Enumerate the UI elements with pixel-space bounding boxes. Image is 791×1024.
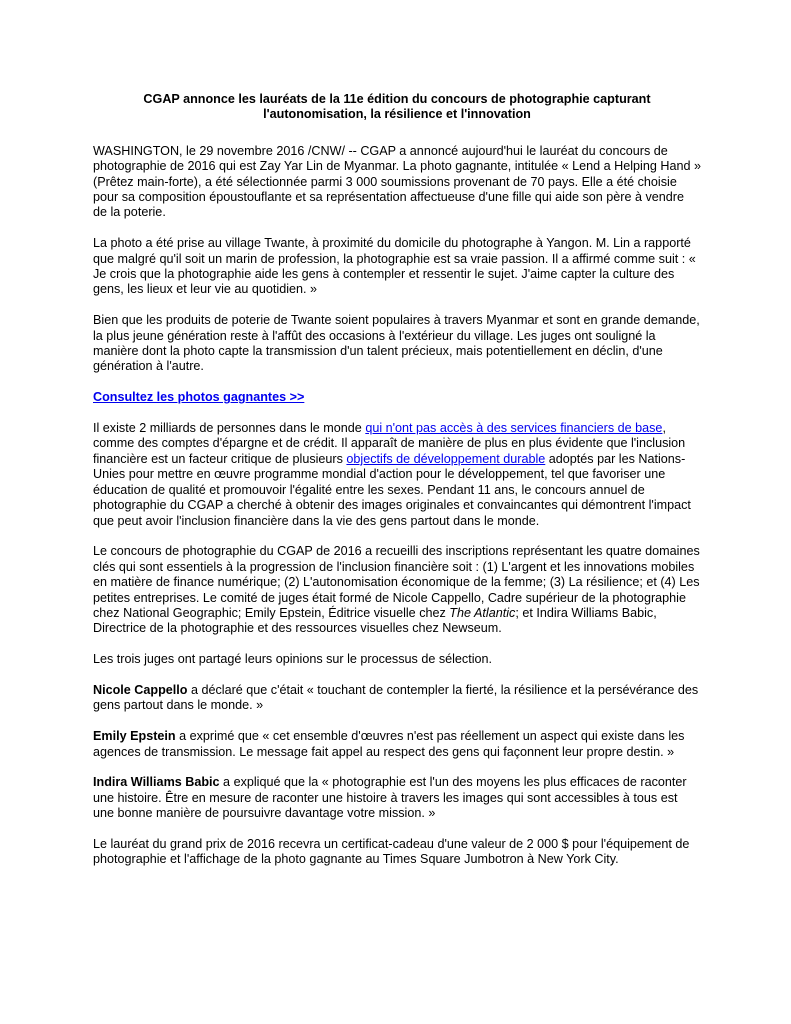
- p4-text-b: , comme des comptes d'épargne et de crédit. Il apparaît de manière de plus en plus évidente que l'inclusion financière est un facteur critique de plusieurs: [93, 421, 686, 466]
- p5-text-a: Le concours de photographie du CGAP de 2016 a recueilli des inscriptions représentant les quatre domaines clés qui sont essentiels à la progression de l'inclusion financière soit : (1) L'argent et les innovations mobiles en matière de finance numérique; (2) L'autonomisation économique de la femme; (3) La résilience; et (4) Les petites entreprises. Le comité de juges était formé de Nicole Cappello, Cadre supérieur de la photographie chez National Geographic; Emily Epstein, Éditrice visuelle chez: [93, 544, 700, 620]
- quote-text-epstein: a exprimé que « cet ensemble d'œuvres n'est pas réellement un aspect qui existe dans les agences de transmission. Le message fait appel au respect des gens qui façonnent leur propre destin. »: [93, 729, 685, 759]
- quote-indira-williams-babic: [93, 775, 701, 821]
- document-page: [93, 92, 701, 883]
- winning-photos-link[interactable]: Consultez les photos gagnantes >>: [93, 390, 305, 405]
- paragraph-photo-location: La photo a été prise au village Twante, à proximité du domicile du photographe à Yangon. M. Lin a rapporté que malgré qu'il soit un marin de profession, la photographie est sa vraie passion. Il a affirmé comme suit : « Je crois que la photographie aide les gens à contempler et ressentir le sujet. J'aime capter la culture des gens, les lieux et leur vie au quotidien. »: [93, 236, 696, 297]
- paragraph-financial-inclusion: [93, 421, 701, 529]
- p5-text-b: ; et Indira Williams Babic, Directrice de la photographie et des ressources visuelles chez Newseum.: [93, 605, 657, 636]
- paragraph-announcement: WASHINGTON, le 29 novembre 2016 /CNW/ -- CGAP a annoncé aujourd'hui le lauréat du concours de photographie de 2016 qui est Zay Yar Lin de Myanmar. La photo gagnante, intitulée « Lend a Helping Hand » (Prêtez main-forte), a été sélectionnée parmi 3 000 soumissions provenant de 70 pays. Elle a été choisie pour sa composition époustouflante et sa représentation affectueuse d'une fille qui aide son père à vendre de la poterie.: [93, 143, 701, 220]
- paragraph-photos-link: [93, 390, 701, 405]
- the-atlantic-title: The Atlantic: [449, 605, 516, 620]
- judge-name-epstein: Emily Epstein: [93, 729, 176, 744]
- quote-text-cappello: a déclaré que c'était « touchant de contempler la fierté, la résilience et la persévérance des gens partout dans le monde. »: [93, 682, 699, 713]
- paragraph-judges-intro: Les trois juges ont partagé leurs opinions sur le processus de sélection.: [93, 652, 493, 667]
- p4-text-c: adoptés par les Nations-Unies pour mettre en œuvre programme mondial d'action pour le développement, tel que favoriser une éducation de qualité et promouvoir l'égalité entre les sexes. Pendant 11 ans, le concours annuel de photographie du CGAP a cherché à obtenir des images originales et convaincantes qui démontrent l'impact que peut avoir l'inclusion financière dans la vie des gens partout dans le monde.: [93, 451, 691, 528]
- sustainable-goals-link[interactable]: objectifs de développement durable: [346, 451, 546, 466]
- title-line-2: l'autonomisation, la résilience et l'innovation: [263, 107, 531, 122]
- title-line-1: CGAP annonce les lauréats de la 11e édition du concours de photographie capturant: [143, 92, 651, 106]
- paragraph-contest-judges: [93, 544, 701, 636]
- judge-name-babic: Indira Williams Babic: [93, 775, 220, 790]
- judge-name-cappello: Nicole Cappello: [93, 682, 188, 697]
- quote-emily-epstein: [93, 729, 701, 760]
- quote-nicole-cappello: [93, 683, 701, 714]
- paragraph-grand-prize: Le lauréat du grand prix de 2016 recevra un certificat-cadeau d'une valeur de 2 000 $ pour l'équipement de photographie et l'affichage de la photo gagnante au Times Square Jumbotron à New York City.: [93, 836, 690, 867]
- paragraph-pottery: Bien que les produits de poterie de Twante soient populaires à travers Myanmar et sont en grande demande, la plus jeune génération reste à l'affût des occasions à l'extérieur du village. Les juges ont souligné la manière dont la photo capte la transmission d'un talent précieux, mais potentiellement en déclin, d'une génération à l'autre.: [93, 313, 700, 374]
- document-title: [93, 92, 701, 123]
- quote-text-babic: a expliqué que la « photographie est l'un des moyens les plus efficaces de raconter une histoire. Être en mesure de raconter une histoire à travers les images qui sont accessibles à tous est une bonne manière de poursuivre davantage votre mission. »: [93, 775, 687, 821]
- p4-text-a: Il existe 2 milliards de personnes dans le monde: [93, 421, 366, 436]
- financial-services-link[interactable]: qui n'ont pas accès à des services financiers de base: [365, 421, 663, 436]
